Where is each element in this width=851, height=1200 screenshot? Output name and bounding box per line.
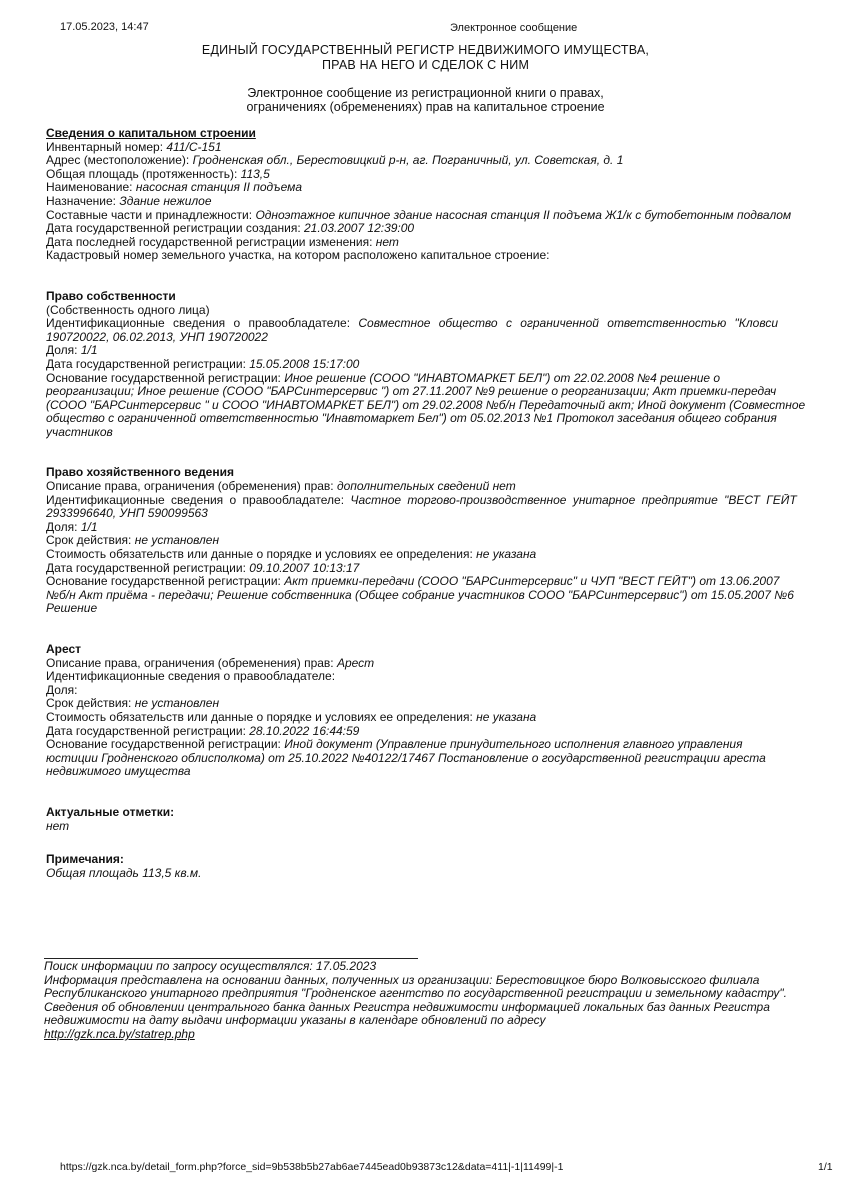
actual-section [46,806,838,833]
ownership-basis-value: Иное решение (СООО "ИНАВТОМАРКЕТ БЕЛ") от 22.02.2008 №4 решение о [284,371,721,385]
ownership-holder-value: Совместное общество с ограниченной ответственностью "Кловси [358,317,778,331]
name-row: Наименование: насосная станция II подъема [46,181,303,195]
arrest-section [46,643,838,779]
notes-section [46,853,838,880]
purpose-value: Здание нежилое [119,194,212,208]
economic-regdate-row: Дата государственной регистрации: 09.10.2007 10:13:17 [46,561,360,575]
ownership-basis-line5: участников [46,425,113,439]
ownership-basis-line3: (СООО "БАРСинтерсервис " и СООО "ИНАВТОМАРКЕТ БЕЛ") от 29.02.2008 №б/н Передаточный акт; Иной документ (Совместное [46,398,806,412]
arrest-heading: Арест [46,642,82,656]
building-heading: Сведения о капитальном строении [46,127,256,140]
economic-holder-value-cont: 2933996640, УНП 590099563 [46,507,208,521]
purpose-row: Назначение: Здание нежилое [46,194,212,208]
economic-holder-row: Идентификационные сведения о правообладателе: Частное торгово-производственное унитарное предприятие "ВЕСТ ГЕЙТ [46,493,797,507]
ownership-kind: (Собственность одного лица) [46,303,210,317]
economic-term-row: Срок действия: не установлен [46,534,220,548]
footer-search-date: Поиск информации по запросу осуществлялся: 17.05.2023 [44,959,377,973]
arrest-basis-value: Иной документ (Управление принудительного исполнения главного управления [284,738,743,752]
economic-share-value: 1/1 [80,520,98,534]
economic-basis-value: Акт приемки-передачи (СООО "БАРСинтерсервис" и ЧУП "ВЕСТ ГЕЙТ") от 13.06.2007 [284,575,780,589]
cadastral-row: Кадастровый номер земельного участка, на котором расположено капитальное строение: [46,249,550,263]
arrest-holder-row: Идентификационные сведения о правообладателе: [46,670,336,684]
economic-cost-value: не указана [476,548,537,562]
economic-section [46,466,838,616]
ownership-share-row: Доля: 1/1 [46,344,98,358]
ownership-basis-line2: реорганизации; Иное решение (СООО "БАРСинтерсервис ") от 27.11.2007 №9 решение о реорганизации; Акт приемки-передач [46,385,777,399]
economic-holder-value: Частное торгово-производственное унитарное предприятие "ВЕСТ ГЕЙТ [350,493,797,507]
area-value: 113,5 [240,167,270,181]
name-value: насосная станция II подъема [135,181,303,195]
actual-heading: Актуальные отметки: [46,804,175,819]
ownership-basis-line4: общество с ограниченной ответственностью "Инавтомаркет Бел") от 05.02.2013 №1 Протокол заседания общего собрания [46,412,777,426]
actual-value: нет [46,819,70,833]
economic-basis-row: Основание государственной регистрации: Акт приемки-передачи (СООО "БАРСинтерсервис" и ЧУП "ВЕСТ ГЕЙТ") от 13.06.2007 [46,575,780,589]
economic-cost-row: Стоимость обязательств или данные о порядке и условиях ее определения: не указана [46,548,537,562]
arrest-basis-line3: недвижимого имущества [46,765,191,779]
economic-basis-line3: Решение [46,602,98,616]
parts-value: Одноэтажное кипичное здание насосная станция II подъема Ж1/к с бутобетонным подвалом [255,207,792,222]
arrest-regdate-row: Дата государственной регистрации: 28.10.2022 16:44:59 [46,724,360,738]
parts-row: Составные части и принадлежности: Одноэтажное кипичное здание насосная станция II подъема Ж1/к с бутобетонным подвалом [46,207,792,222]
footer-source-line2: Республиканского унитарного предприятия "Гродненское агентство по государственной регистрации и земельному кадастру". [44,986,787,1001]
arrest-cost-value: не указана [476,710,537,724]
arrest-desc-row: Описание права, ограничения (обременения) прав: Арест [46,656,375,670]
economic-share-row: Доля: 1/1 [46,520,98,534]
economic-desc-row: Описание права, ограничения (обременения) прав: дополнительных сведений нет [46,480,516,494]
print-datetime: 17.05.2023, 14:47 [60,21,149,33]
economic-term-value: не установлен [134,534,220,548]
address-value: Гродненская обл., Берестовицкий р-н, аг. Пограничный, ул. Советская, д. 1 [192,154,624,168]
changed-value: нет [375,235,399,249]
address-row: Адрес (местоположение): Гродненская обл., Берестовицкий р-н, аг. Пограничный, ул. Советская, д. 1 [46,154,624,168]
message-subtitle-line2: ограничениях (обременениях) прав на капитальное строение [246,100,605,114]
ownership-share-value: 1/1 [80,344,98,358]
ownership-heading: Право собственности [46,288,176,303]
arrest-regdate-value: 28.10.2022 16:44:59 [249,724,360,738]
created-value: 21.03.2007 12:39:00 [304,222,415,236]
building-section [46,127,838,263]
economic-heading: Право хозяйственного ведения [46,465,234,480]
document-footer [44,960,828,1042]
ownership-holder-row: Идентификационные сведения о правообладателе: Совместное общество с ограниченной ответственностью "Кловси [46,317,778,331]
footer-update-line1: Сведения об обновлении центрального банка данных Регистра недвижимости информацией локальных баз данных Регистра [44,999,770,1014]
economic-desc-value: дополнительных сведений нет [336,480,516,494]
print-url: https://gzk.nca.by/detail_form.php?force_sid=9b538b5b27ab6ae7445ead0b93873c12&data=411|-1|11499|-1 [60,1161,564,1173]
statrep-link[interactable]: http://gzk.nca.by/statrep.php [44,1026,195,1041]
print-doc-type: Электронное сообщение [450,22,578,34]
arrest-basis-row: Основание государственной регистрации: Иной документ (Управление принудительного исполнения главного управления [46,738,743,752]
arrest-term-row: Срок действия: не установлен [46,697,220,711]
changed-row: Дата последней государственной регистрации изменения: нет [46,235,399,249]
message-subtitle-line1: Электронное сообщение из регистрационной книги о правах, [247,86,604,100]
arrest-desc-value: Арест [336,656,375,670]
footer-source-line1: Информация представлена на основании данных, полученных из организации: Берестовицкое бюро Волковысского филиала [44,972,760,987]
register-title-line1: ЕДИНЫЙ ГОСУДАРСТВЕННЫЙ РЕГИСТР НЕДВИЖИМОГО ИМУЩЕСТВА, [201,43,650,57]
economic-basis-line2: №б/н Акт приёма - передачи; Решение собственника (Общее собрание участников СООО "БАРСинтерсервис") от 15.05.2007 №6 [46,588,794,602]
register-title-line2: ПРАВ НА НЕГО И СДЕЛОК С НИМ [321,58,530,72]
ownership-holder-value-cont: 190720022, 06.02.2013, УНП 190720022 [46,330,268,344]
arrest-basis-line2: юстиции Гродненского облисполкома) от 25.10.2022 №40122/17467 Постановление о государственной регистрации ареста [46,751,766,765]
notes-value: Общая площадь 113,5 кв.м. [46,866,202,880]
arrest-share-row: Доля: [46,683,78,697]
notes-heading: Примечания: [46,852,124,867]
inventory-row: Инвентарный номер: 411/C-151 [46,140,222,154]
ownership-basis-row: Основание государственной регистрации: Иное решение (СООО "ИНАВТОМАРКЕТ БЕЛ") от 22.02.2008 №4 решение о [46,371,721,385]
arrest-cost-row: Стоимость обязательств или данные о порядке и условиях ее определения: не указана [46,710,537,724]
created-row: Дата государственной регистрации создания: 21.03.2007 12:39:00 [46,222,415,236]
footer-update-line2: недвижимости на дату выдачи информации указаны в календаре обновлений по адресу http://gzk.nca.by/statrep.php [44,1013,546,1041]
economic-regdate-value: 09.10.2007 10:13:17 [249,561,360,575]
document-body [46,127,838,880]
inventory-value: 411/C-151 [166,140,222,154]
ownership-regdate-row: Дата государственной регистрации: 15.05.2008 15:17:00 [46,357,360,371]
print-page-number: 1/1 [818,1161,833,1173]
arrest-term-value: не установлен [134,697,220,711]
ownership-section [46,290,838,440]
area-row: Общая площадь (протяженность): 113,5 [46,167,270,181]
ownership-regdate-value: 15.05.2008 15:17:00 [249,357,360,371]
